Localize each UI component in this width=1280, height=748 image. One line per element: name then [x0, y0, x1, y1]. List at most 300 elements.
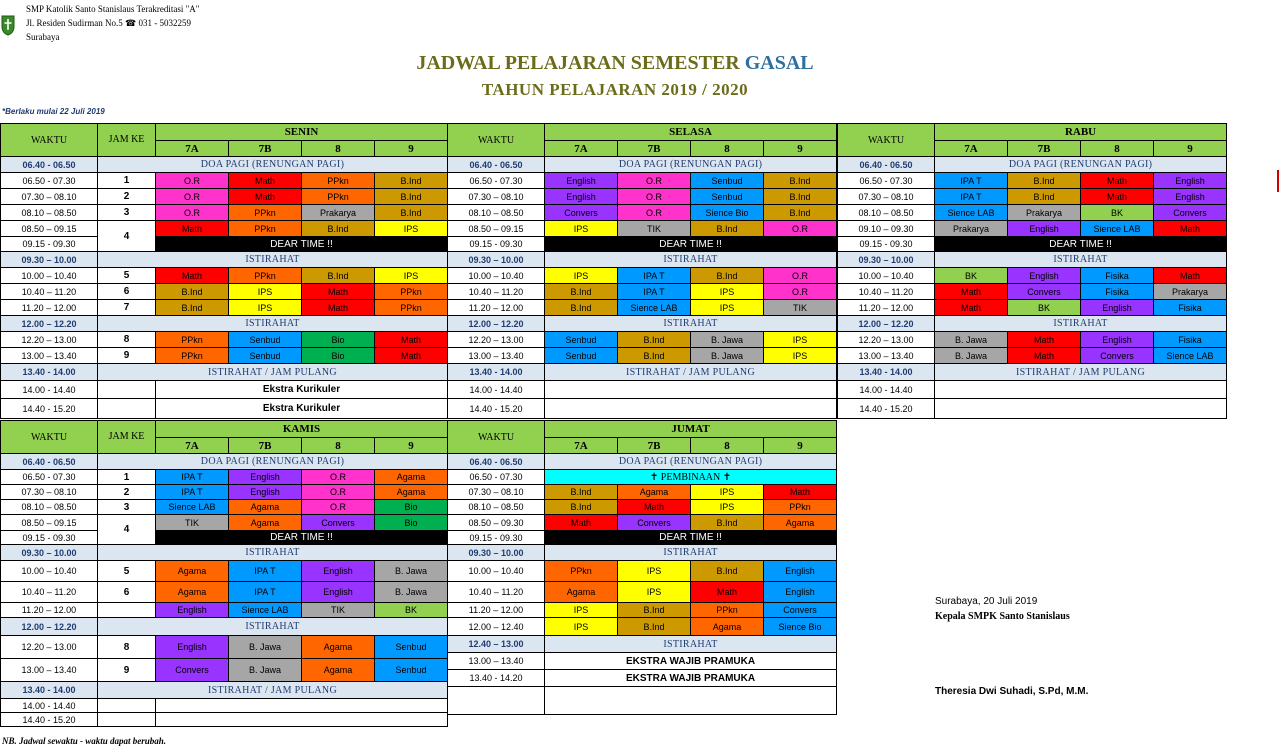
table-row: [838, 205, 1227, 221]
class-header: 7B: [229, 141, 302, 157]
table-row: [448, 470, 837, 485]
subject-cell: B.Ind: [375, 189, 448, 205]
istirahat-band: ISTIRAHAT: [545, 545, 837, 561]
pulang-band: ISTIRAHAT / JAM PULANG: [98, 364, 448, 381]
empty-cell: [448, 687, 545, 715]
class-header: 9: [764, 141, 837, 157]
table-row: [448, 454, 837, 470]
time-cell: 13.00 – 13.40: [1, 659, 98, 682]
time-cell: 12.00 – 12.40: [448, 618, 545, 636]
time-cell: 14.40 - 15.20: [1, 399, 98, 419]
sign-role: Kepala SMPK Santo Stanislaus: [935, 611, 1070, 622]
time-cell: 11.20 – 12.00: [448, 300, 545, 316]
time-cell: 13.40 - 14.00: [838, 364, 935, 381]
time-cell: 12.00 – 12.20: [448, 316, 545, 332]
pulang-band: ISTIRAHAT / JAM PULANG: [98, 682, 448, 699]
class-header: 7A: [545, 438, 618, 454]
table-row: [1, 515, 448, 531]
subject-cell: PPkn: [375, 284, 448, 300]
subject-cell: Bio: [375, 500, 448, 515]
footnote: NB. Jadwal sewaktu - waktu dapat berubah.: [2, 736, 167, 746]
subject-cell: Sience LAB: [935, 205, 1008, 221]
time-cell: 08.10 – 08.50: [448, 205, 545, 221]
subject-cell: B. Jawa: [229, 659, 302, 682]
subject-cell: TIK: [618, 221, 691, 237]
subject-cell: English: [1008, 221, 1081, 237]
time-cell: 08.50 – 09.30: [448, 515, 545, 531]
table-row: [448, 348, 837, 364]
jam-ke-cell: 1: [98, 173, 156, 189]
time-cell: 06.50 - 07.30: [1, 470, 98, 485]
subject-cell: Math: [935, 284, 1008, 300]
waktu-header: WAKTU: [448, 124, 545, 157]
table-row: [1, 332, 448, 348]
time-cell: 09.10 – 09.30: [838, 221, 935, 237]
subject-cell: B. Jawa: [375, 561, 448, 582]
empty-cell: [545, 687, 837, 715]
time-cell: 08.10 – 08.50: [838, 205, 935, 221]
subject-cell: PPkn: [156, 332, 229, 348]
istirahat-band: ISTIRAHAT: [98, 545, 448, 561]
table-row: [838, 221, 1227, 237]
time-cell: 13.40 - 14.00: [448, 364, 545, 381]
jam-ke-cell: 3: [98, 205, 156, 221]
time-cell: 14.40 - 15.20: [1, 713, 98, 727]
subject-cell: English: [229, 485, 302, 500]
subject-cell: BK: [935, 268, 1008, 284]
table-row: [448, 284, 837, 300]
time-cell: 10.00 – 10.40: [448, 268, 545, 284]
table-row: [448, 157, 837, 173]
school-header: [6, 2, 199, 44]
subject-cell: Convers: [302, 515, 375, 531]
table-row: [448, 237, 837, 252]
subject-cell: IPA T: [935, 173, 1008, 189]
subject-cell: Convers: [764, 603, 837, 618]
table-row: [838, 381, 1227, 399]
subject-cell: English: [156, 636, 229, 659]
subject-cell: Math: [1008, 332, 1081, 348]
title-semester: GASAL: [744, 52, 814, 74]
jam-ke-cell: 6: [98, 284, 156, 300]
pulang-band: ISTIRAHAT / JAM PULANG: [935, 364, 1227, 381]
table-row: [838, 300, 1227, 316]
time-cell: 08.50 – 09.15: [1, 221, 98, 237]
subject-cell: English: [1081, 332, 1154, 348]
time-cell: 06.50 - 07.30: [448, 173, 545, 189]
subject-cell: B.Ind: [545, 500, 618, 515]
subject-cell: Sience Bio: [691, 205, 764, 221]
table-row: [448, 221, 837, 237]
subject-cell: IPA T: [156, 470, 229, 485]
subject-cell: Senbud: [375, 636, 448, 659]
table-row: [1, 399, 448, 419]
sign-name: Theresia Dwi Suhadi, S.Pd, M.M.: [935, 686, 1089, 697]
jam-ke-cell: [98, 699, 156, 713]
subject-cell: PPkn: [229, 221, 302, 237]
subject-cell: Agama: [691, 618, 764, 636]
table-row: [1, 485, 448, 500]
istirahat-band: ISTIRAHAT: [545, 252, 837, 268]
subject-cell: TIK: [302, 603, 375, 618]
subject-cell: Math: [156, 221, 229, 237]
subject-cell: Convers: [618, 515, 691, 531]
subject-cell: PPkn: [302, 189, 375, 205]
subject-cell: Senbud: [545, 332, 618, 348]
time-cell: 13.40 - 14.00: [1, 682, 98, 699]
subject-cell: B.Ind: [156, 300, 229, 316]
subject-cell: Sience LAB: [1154, 348, 1227, 364]
subject-cell: B.Ind: [545, 485, 618, 500]
subject-cell: Math: [1081, 173, 1154, 189]
subject-cell: Agama: [375, 485, 448, 500]
jam-ke-cell: 9: [98, 659, 156, 682]
time-cell: 09.15 - 09.30: [838, 237, 935, 252]
day-header: JUMAT: [545, 421, 837, 438]
subject-cell: Sience LAB: [229, 603, 302, 618]
page-subtitle: TAHUN PELAJARAN 2019 / 2020: [481, 80, 749, 99]
jam-ke-cell: 4: [98, 515, 156, 545]
table-row: [1, 189, 448, 205]
time-cell: 14.00 - 14.40: [1, 699, 98, 713]
table-row: [1, 531, 448, 545]
doa-band: DOA PAGI (RENUNGAN PAGI): [935, 157, 1227, 173]
time-cell: 11.20 – 12.00: [1, 300, 98, 316]
table-row: [1, 381, 448, 399]
table-row: [1, 470, 448, 485]
time-cell: 10.40 – 11.20: [838, 284, 935, 300]
subject-cell: B.Ind: [618, 348, 691, 364]
subject-cell: Fisika: [1154, 332, 1227, 348]
table-row: [1, 173, 448, 189]
dear-time-band: DEAR TIME !!: [545, 531, 837, 545]
subject-cell: O.R: [302, 470, 375, 485]
table-row: [448, 618, 837, 636]
subject-cell: Sience Bio: [764, 618, 837, 636]
table-row: [1, 682, 448, 699]
subject-cell: B.Ind: [302, 268, 375, 284]
table-row: [838, 173, 1227, 189]
table-row: [838, 252, 1227, 268]
table-row: [448, 545, 837, 561]
day-header: SELASA: [545, 124, 837, 141]
subject-cell: IPA T: [156, 485, 229, 500]
subject-cell: Convers: [156, 659, 229, 682]
subject-cell: Math: [935, 300, 1008, 316]
subject-cell: English: [764, 582, 837, 603]
table-row: [1, 603, 448, 618]
subject-cell: Math: [1081, 189, 1154, 205]
table-row: [448, 332, 837, 348]
table-row: [1, 713, 448, 727]
class-header: 9: [1154, 141, 1227, 157]
jam-ke-cell: [98, 603, 156, 618]
subject-cell: Agama: [156, 561, 229, 582]
class-header: 8: [691, 141, 764, 157]
time-cell: 10.40 – 11.20: [448, 284, 545, 300]
time-cell: 12.00 – 12.20: [838, 316, 935, 332]
subject-cell: Senbud: [691, 189, 764, 205]
subject-cell: IPA T: [229, 561, 302, 582]
table-row: [1, 659, 448, 682]
subject-cell: IPS: [618, 561, 691, 582]
subject-cell: Prakarya: [935, 221, 1008, 237]
subject-cell: IPS: [229, 300, 302, 316]
subject-cell: O.R: [618, 173, 691, 189]
time-cell: 06.50 - 07.30: [448, 470, 545, 485]
subject-cell: Convers: [545, 205, 618, 221]
subject-cell: B.Ind: [691, 221, 764, 237]
table-row: [1, 500, 448, 515]
table-row: [448, 381, 837, 399]
time-cell: 06.40 - 06.50: [838, 157, 935, 173]
jam-ke-cell: 1: [98, 470, 156, 485]
subject-cell: O.R: [618, 205, 691, 221]
subject-cell: B.Ind: [156, 284, 229, 300]
subject-cell: Math: [375, 348, 448, 364]
table-row: [448, 531, 837, 545]
subject-cell: O.R: [302, 485, 375, 500]
doa-band: DOA PAGI (RENUNGAN PAGI): [98, 454, 448, 470]
table-row: [448, 300, 837, 316]
table-row: [1, 421, 448, 438]
time-cell: 10.00 – 10.40: [1, 268, 98, 284]
pramuka-cell: EKSTRA WAJIB PRAMUKA: [545, 670, 837, 687]
subject-cell: B.Ind: [764, 189, 837, 205]
subject-cell: O.R: [764, 268, 837, 284]
time-cell: 13.00 – 13.40: [1, 348, 98, 364]
time-cell: 09.15 - 09.30: [1, 237, 98, 252]
subject-cell: PPkn: [229, 205, 302, 221]
table-row: [448, 124, 837, 141]
class-header: 8: [1081, 141, 1154, 157]
day-header: RABU: [935, 124, 1227, 141]
subject-cell: O.R: [764, 221, 837, 237]
subject-cell: English: [156, 603, 229, 618]
subject-cell: B. Jawa: [229, 636, 302, 659]
subject-cell: B.Ind: [302, 221, 375, 237]
jam-ke-header: JAM KE: [98, 124, 156, 157]
class-header: 7B: [618, 141, 691, 157]
subject-cell: B.Ind: [764, 173, 837, 189]
school-name: SMP Katolik Santo Stanislaus Terakreditasi "A": [26, 4, 200, 14]
subject-cell: BK: [375, 603, 448, 618]
subject-cell: English: [764, 561, 837, 582]
subject-cell: TIK: [156, 515, 229, 531]
table-row: [448, 173, 837, 189]
subject-cell: English: [1154, 189, 1227, 205]
subject-cell: B.Ind: [375, 173, 448, 189]
subject-cell: Senbud: [545, 348, 618, 364]
subject-cell: Bio: [302, 332, 375, 348]
subject-cell: Math: [764, 485, 837, 500]
subject-cell: IPA T: [935, 189, 1008, 205]
table-row: [448, 582, 837, 603]
jam-ke-cell: 2: [98, 189, 156, 205]
subject-cell: O.R: [618, 189, 691, 205]
subject-cell: Math: [229, 189, 302, 205]
table-row: [838, 399, 1227, 419]
table-row: [448, 252, 837, 268]
jam-ke-cell: [98, 381, 156, 399]
subject-cell: Agama: [302, 659, 375, 682]
class-header: 8: [302, 438, 375, 454]
time-cell: 12.20 – 13.00: [448, 332, 545, 348]
subject-cell: B.Ind: [1008, 173, 1081, 189]
time-cell: 06.40 - 06.50: [448, 454, 545, 470]
table-row: [1, 124, 448, 141]
jam-ke-cell: 8: [98, 332, 156, 348]
empty-cell: [545, 399, 837, 419]
class-header: 9: [764, 438, 837, 454]
table-row: [1, 454, 448, 470]
subject-cell: B.Ind: [1008, 189, 1081, 205]
subject-cell: PPkn: [764, 500, 837, 515]
subject-cell: Agama: [764, 515, 837, 531]
doa-band: DOA PAGI (RENUNGAN PAGI): [545, 157, 837, 173]
time-cell: 12.20 – 13.00: [1, 332, 98, 348]
subject-cell: O.R: [302, 500, 375, 515]
jam-ke-cell: 5: [98, 561, 156, 582]
table-row: [1, 221, 448, 237]
subject-cell: B.Ind: [691, 268, 764, 284]
class-header: 9: [375, 438, 448, 454]
class-header: 7A: [156, 141, 229, 157]
subject-cell: B.Ind: [618, 332, 691, 348]
subject-cell: Math: [229, 173, 302, 189]
table-row: [1, 348, 448, 364]
effective-note: *Berlaku mulai 22 Juli 2019: [2, 107, 105, 116]
subject-cell: Agama: [375, 470, 448, 485]
time-cell: 08.10 – 08.50: [1, 500, 98, 515]
class-header: 8: [691, 438, 764, 454]
page-edge-marker: [1277, 170, 1279, 192]
table-row: [448, 399, 837, 419]
empty-cell: [545, 381, 837, 399]
class-header: 7A: [545, 141, 618, 157]
subject-cell: English: [1081, 300, 1154, 316]
time-cell: 07.30 – 08.10: [448, 189, 545, 205]
subject-cell: O.R: [156, 205, 229, 221]
jam-ke-cell: 5: [98, 268, 156, 284]
istirahat-band: ISTIRAHAT: [98, 618, 448, 636]
waktu-header: WAKTU: [1, 421, 98, 454]
table-row: [1, 364, 448, 381]
table-row: [448, 364, 837, 381]
subject-cell: Agama: [545, 582, 618, 603]
table-row: [1, 316, 448, 332]
time-cell: 10.00 – 10.40: [838, 268, 935, 284]
jam-ke-cell: 7: [98, 300, 156, 316]
time-cell: 12.00 – 12.20: [1, 618, 98, 636]
dear-time-band: DEAR TIME !!: [156, 531, 448, 545]
table-row: [1, 237, 448, 252]
subject-cell: IPS: [375, 268, 448, 284]
subject-cell: IPS: [691, 300, 764, 316]
empty-cell: [935, 399, 1227, 419]
table-row: [448, 189, 837, 205]
table-row: [838, 348, 1227, 364]
table-row: [448, 603, 837, 618]
dear-time-band: DEAR TIME !!: [545, 237, 837, 252]
table-row: [1, 582, 448, 603]
subject-cell: IPS: [764, 348, 837, 364]
class-header: 7B: [618, 438, 691, 454]
subject-cell: Agama: [229, 500, 302, 515]
time-cell: 10.40 – 11.20: [1, 284, 98, 300]
time-cell: 10.00 – 10.40: [448, 561, 545, 582]
subject-cell: IPS: [545, 618, 618, 636]
time-cell: 08.10 – 08.50: [1, 205, 98, 221]
subject-cell: BK: [1008, 300, 1081, 316]
time-cell: 12.40 – 13.00: [448, 636, 545, 653]
table-row: [838, 268, 1227, 284]
schedule-selasa: [447, 123, 837, 419]
table-row: [838, 284, 1227, 300]
subject-cell: English: [545, 173, 618, 189]
subject-cell: English: [545, 189, 618, 205]
subject-cell: Bio: [302, 348, 375, 364]
subject-cell: English: [1008, 268, 1081, 284]
time-cell: 09.30 – 10.00: [838, 252, 935, 268]
subject-cell: B.Ind: [618, 603, 691, 618]
time-cell: 07.30 – 08.10: [838, 189, 935, 205]
table-row: [838, 332, 1227, 348]
subject-cell: Fisika: [1081, 284, 1154, 300]
jam-ke-header: JAM KE: [98, 421, 156, 454]
time-cell: 14.00 - 14.40: [838, 381, 935, 399]
jam-ke-cell: 4: [98, 221, 156, 252]
time-cell: 13.00 – 13.40: [448, 348, 545, 364]
subject-cell: Math: [545, 515, 618, 531]
subject-cell: Math: [1154, 221, 1227, 237]
pulang-band: ISTIRAHAT / JAM PULANG: [545, 364, 837, 381]
table-row: [448, 670, 837, 687]
subject-cell: IPS: [375, 221, 448, 237]
table-row: [448, 421, 837, 438]
pembinaan-band: ✝ PEMBINAAN ✝: [545, 470, 837, 485]
subject-cell: Math: [691, 582, 764, 603]
subject-cell: Math: [302, 284, 375, 300]
subject-cell: English: [229, 470, 302, 485]
time-cell: 08.10 – 08.50: [448, 500, 545, 515]
subject-cell: Math: [618, 500, 691, 515]
subject-cell: B.Ind: [691, 515, 764, 531]
table-row: [448, 687, 837, 715]
subject-cell: B. Jawa: [935, 348, 1008, 364]
table-row: [448, 500, 837, 515]
subject-cell: IPA T: [618, 268, 691, 284]
time-cell: 06.40 - 06.50: [448, 157, 545, 173]
table-row: [1, 268, 448, 284]
subject-cell: Prakarya: [302, 205, 375, 221]
time-cell: 10.40 – 11.20: [1, 582, 98, 603]
subject-cell: Senbud: [229, 332, 302, 348]
jam-ke-cell: 3: [98, 500, 156, 515]
subject-cell: PPkn: [545, 561, 618, 582]
pramuka-cell: EKSTRA WAJIB PRAMUKA: [545, 653, 837, 670]
time-cell: 09.30 – 10.00: [1, 545, 98, 561]
table-row: [1, 618, 448, 636]
time-cell: 11.20 – 12.00: [1, 603, 98, 618]
table-row: [448, 515, 837, 531]
class-header: 8: [302, 141, 375, 157]
time-cell: 12.20 – 13.00: [1, 636, 98, 659]
time-cell: 13.40 - 14.00: [1, 364, 98, 381]
time-cell: 09.30 – 10.00: [448, 252, 545, 268]
time-cell: 14.40 - 15.20: [838, 399, 935, 419]
jam-ke-cell: 9: [98, 348, 156, 364]
